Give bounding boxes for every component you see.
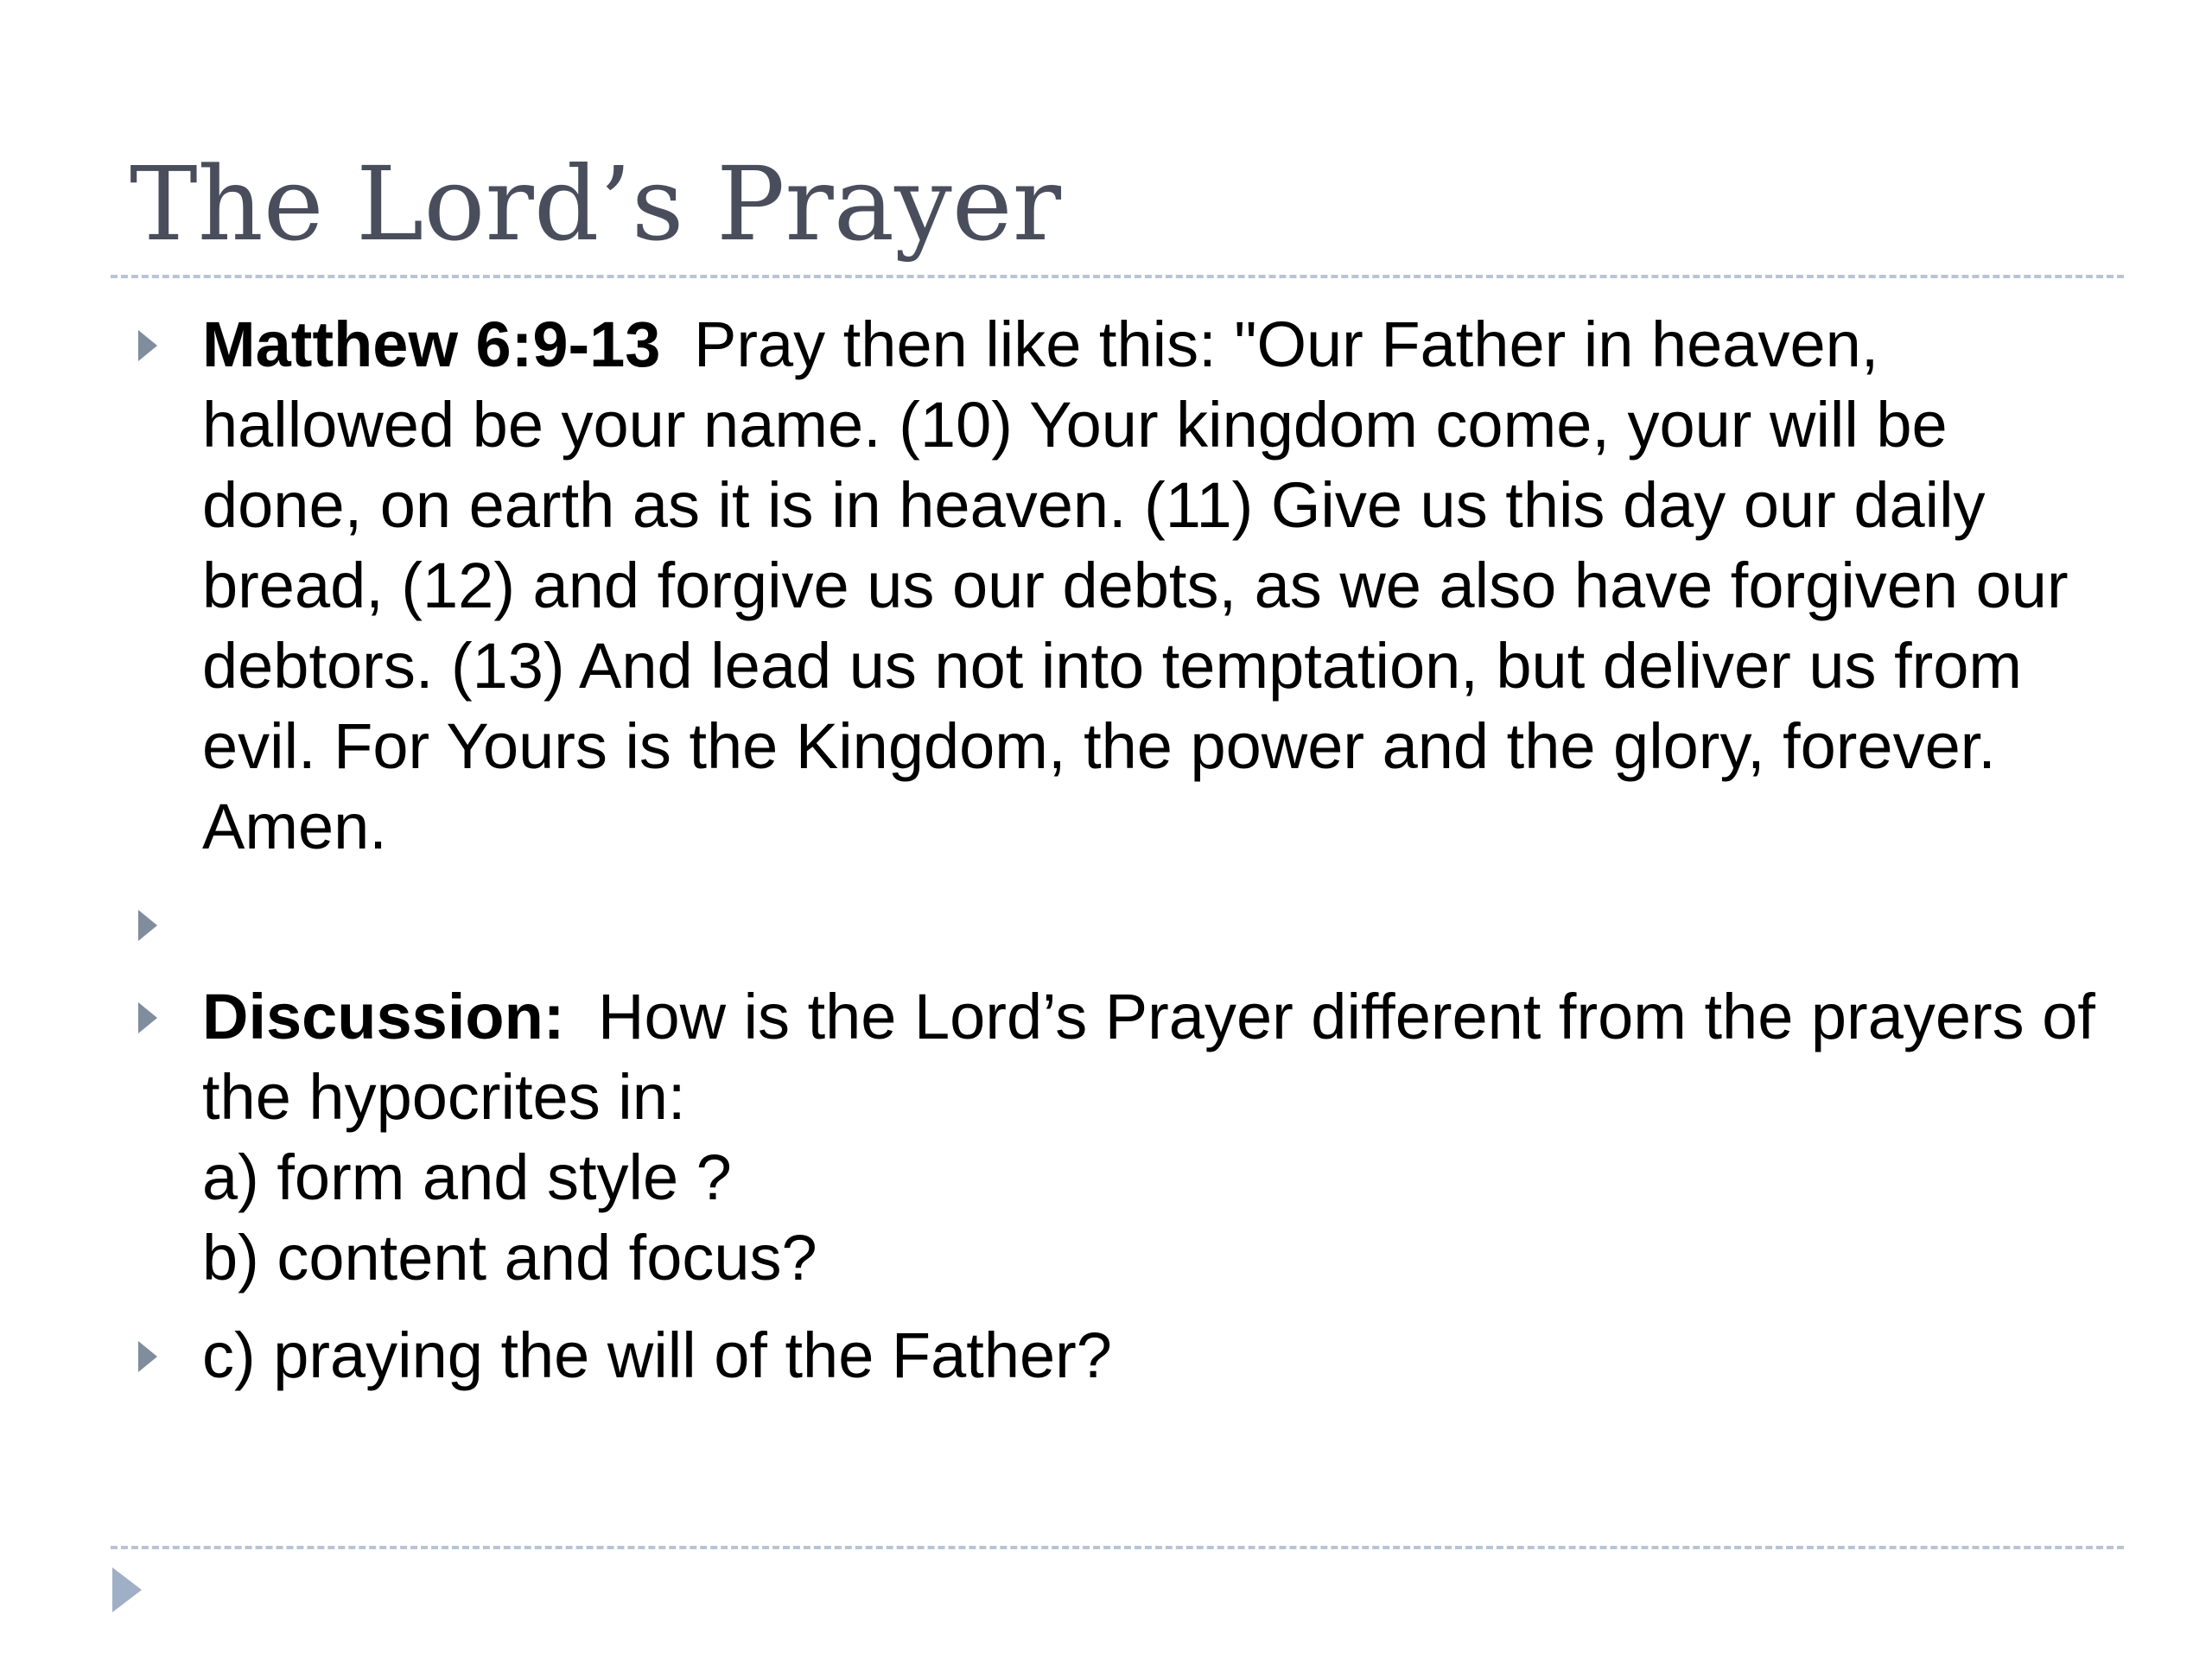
discussion-label: Discussion: [202, 981, 565, 1052]
title-divider [111, 275, 2124, 278]
bullet-item-scripture [131, 304, 2119, 867]
triangle-bullet-icon [138, 330, 157, 361]
bullet-item-empty [131, 884, 2119, 964]
discussion-question: How is the Lord’s Prayer different from the prayers of the hypocrites in: [202, 981, 2095, 1133]
footer-divider [111, 1546, 2124, 1549]
scripture-reference: Matthew 6:9-13 [202, 308, 661, 380]
discussion-option-c: c) praying the will of the Father? [202, 1319, 1112, 1391]
triangle-bullet-icon [138, 1341, 157, 1372]
discussion-option-a: a) form and style ? [202, 1141, 732, 1213]
bullet-item-option-c [131, 1315, 2119, 1395]
discussion-option-b: b) content and focus? [202, 1222, 817, 1294]
scripture-text: Pray then like this: "Our Father in heaven, hallowed be your name. (10) Your kingdom come, your will be done, on earth as it is in heaven. (11) Give us this day our daily bread, (12) and forgive us our debts, as we also have forgiven our debtors. (13) And lead us not into temptation, but deliver us from evil. For Yours is the Kingdom, the power and the glory, forever. Amen. [202, 308, 2069, 862]
triangle-bullet-icon [138, 910, 157, 941]
bullet-item-discussion [131, 976, 2119, 1298]
triangle-bullet-icon [138, 1002, 157, 1033]
corner-arrow-icon [112, 1567, 142, 1612]
bullet-list [131, 304, 2119, 1413]
slide-title: The Lord’s Prayer [130, 144, 1062, 264]
